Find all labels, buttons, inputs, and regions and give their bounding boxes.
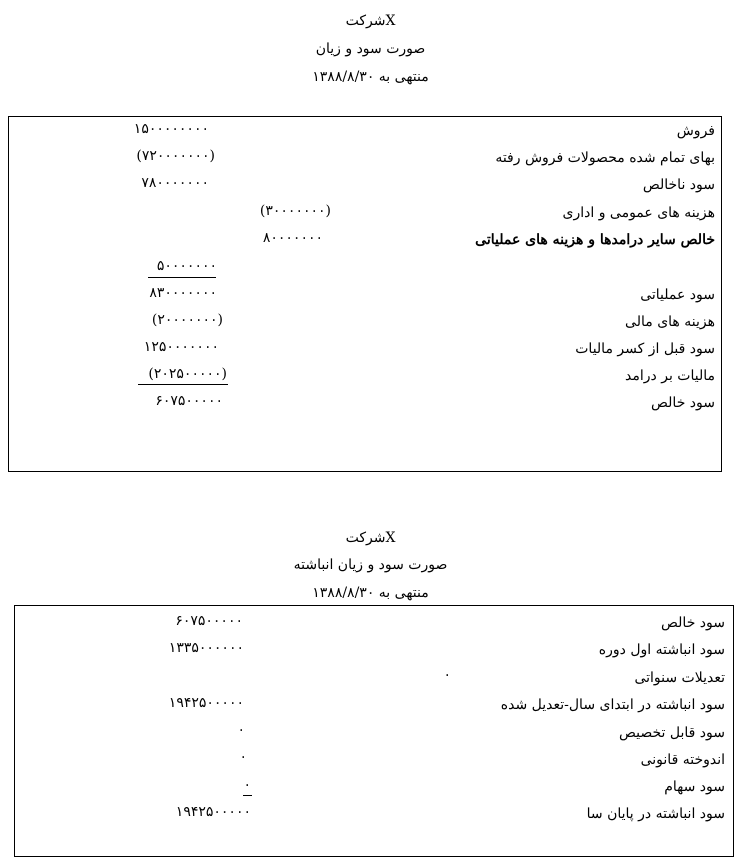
statement-period-1: منتهی به ۱۳۸۸/۸/۳۰ — [312, 69, 429, 85]
row-label-income-tax: مالیات بر درامد — [625, 368, 715, 384]
re-amount-opening-retained: ۱۳۳۵۰۰۰۰۰۰ — [168, 640, 244, 656]
re-label-legal-reserve: اندوخته قانونی — [640, 752, 725, 768]
company-name-1: شرکتX — [345, 13, 396, 29]
row-amount-operating-profit: ۸۳۰۰۰۰۰۰۰ — [149, 285, 217, 301]
company-name-2: شرکتX — [345, 530, 396, 546]
row-amount-sales: ۱۵۰۰۰۰۰۰۰۰ — [133, 121, 209, 137]
re-label-distributable-profit: سود قابل تخصیص — [618, 725, 725, 741]
income-statement-box — [8, 116, 722, 472]
row-amount-net-profit: ۶۰۷۵۰۰۰۰۰ — [155, 393, 223, 409]
re-amount-legal-reserve: ۰ — [239, 749, 247, 765]
re-amount-closing-retained: ۱۹۴۲۵۰۰۰۰۰ — [175, 804, 251, 820]
re-label-net-profit: سود خالص — [661, 615, 725, 631]
row-amount-profit-before-tax: ۱۲۵۰۰۰۰۰۰۰ — [143, 339, 219, 355]
row-label-general-admin-expenses: هزینه های عمومی و اداری — [562, 205, 715, 221]
row-amount-cost-of-goods-sold: (۷۲۰۰۰۰۰۰۰) — [136, 148, 215, 164]
re-amount-adjusted-opening: ۱۹۴۲۵۰۰۰۰۰ — [168, 695, 244, 711]
row-amount-operating-subtotal: ۵۰۰۰۰۰۰۰ — [156, 258, 217, 274]
re-label-closing-retained: سود انباشته در پایان سا — [586, 806, 725, 822]
row-amount-general-admin-expenses: (۳۰۰۰۰۰۰۰) — [259, 203, 331, 219]
row-label-gross-profit: سود ناخالص — [642, 177, 715, 193]
re-amount-net-profit: ۶۰۷۵۰۰۰۰۰ — [175, 613, 243, 629]
re-amount-prior-year-adjustments: ۰ — [443, 667, 451, 683]
row-label-financial-expenses: هزینه های مالی — [625, 314, 715, 330]
row-amount-gross-profit: ۷۸۰۰۰۰۰۰۰ — [141, 175, 209, 191]
re-label-prior-year-adjustments: تعدیلات سنواتی — [634, 670, 725, 686]
row-amount-income-tax: (۲۰۲۵۰۰۰۰۰) — [148, 366, 227, 382]
dividends-underline — [243, 795, 252, 796]
statement-title-1: صورت سود و زیان — [315, 41, 426, 57]
row-label-cost-of-goods-sold: بهای تمام شده محصولات فروش رفته — [495, 150, 715, 166]
row-label-sales: فروش — [676, 123, 715, 139]
subtotal-underline — [148, 277, 216, 278]
re-amount-dividends: ۰ — [243, 777, 251, 793]
row-label-operating-profit: سود عملیاتی — [640, 287, 715, 303]
tax-underline — [138, 384, 228, 385]
row-label-other-operating-net: خالص سایر درامدها و هزینه های عملیاتی — [475, 232, 715, 248]
row-label-net-profit: سود خالص — [651, 395, 715, 411]
row-label-profit-before-tax: سود قبل از کسر مالیات — [575, 341, 715, 357]
row-amount-other-operating-net: ۸۰۰۰۰۰۰۰ — [262, 230, 323, 246]
statement-period-2: منتهی به ۱۳۸۸/۸/۳۰ — [312, 585, 429, 601]
row-amount-financial-expenses: (۲۰۰۰۰۰۰۰) — [151, 312, 223, 328]
statement-title-2: صورت سود و زیان انباشته — [293, 557, 448, 573]
re-label-dividends: سود سهام — [664, 779, 725, 795]
re-amount-distributable-profit: ۰ — [237, 722, 245, 738]
re-label-opening-retained: سود انباشته اول دوره — [598, 642, 725, 658]
re-label-adjusted-opening: سود انباشته در ابتدای سال-تعدیل شده — [500, 697, 725, 713]
